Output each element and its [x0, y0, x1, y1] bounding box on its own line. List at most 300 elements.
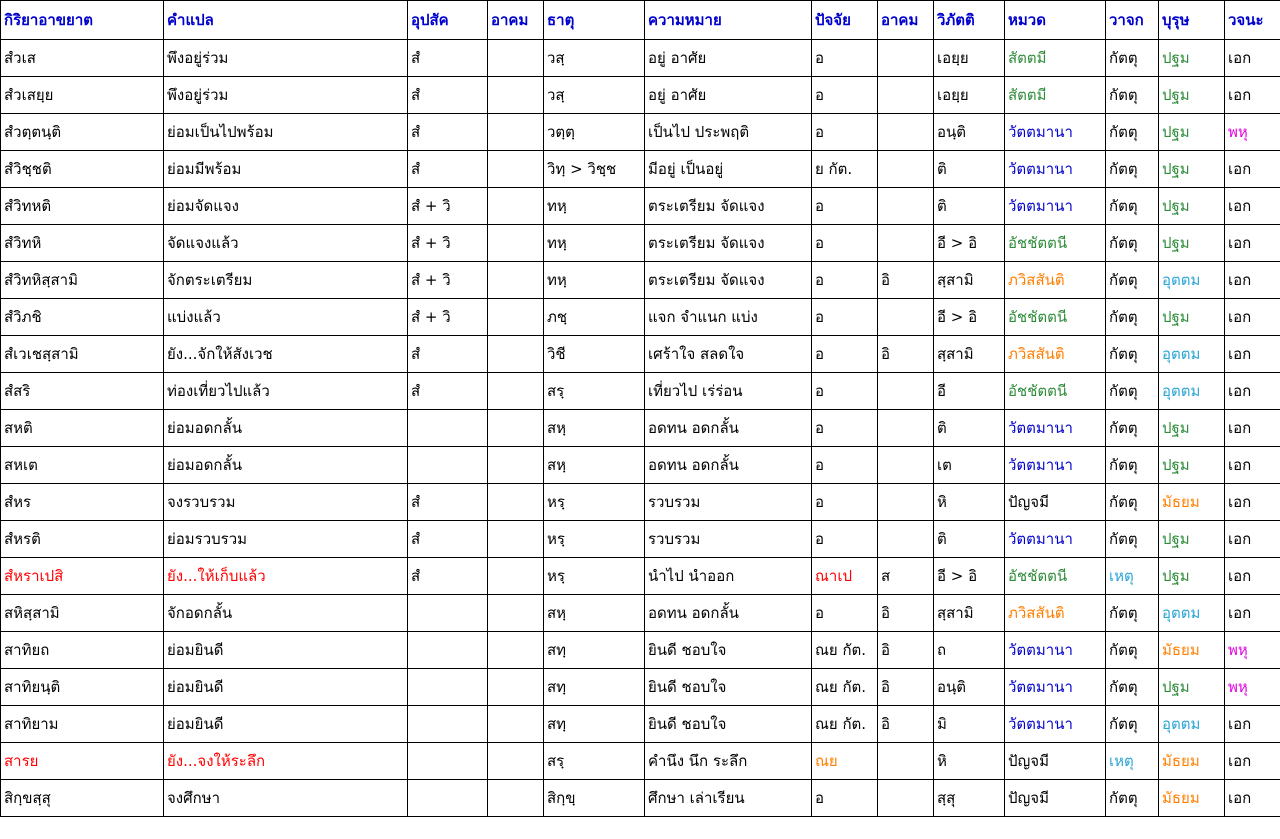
table-cell: สาทิยนฺติ: [1, 669, 164, 706]
table-cell: [878, 151, 934, 188]
header-cell: วิภัตติ: [934, 1, 1005, 40]
table-cell: [878, 484, 934, 521]
table-cell: ศึกษา เล่าเรียน: [645, 780, 812, 817]
table-cell: จัดแจงแล้ว: [164, 225, 408, 262]
table-cell: อ: [812, 780, 878, 817]
table-cell: แจก จำแนก แบ่ง: [645, 299, 812, 336]
table-cell: สฺสามิ: [934, 262, 1005, 299]
table-cell: วัตตมานา: [1005, 114, 1106, 151]
table-cell: [878, 114, 934, 151]
table-cell: สทฺ: [544, 632, 645, 669]
table-cell: [408, 780, 488, 817]
table-cell: กัตตุ: [1106, 114, 1159, 151]
table-cell: วตฺตฺ: [544, 114, 645, 151]
table-cell: อยู่ อาศัย: [645, 77, 812, 114]
table-cell: สํ: [408, 336, 488, 373]
table-cell: [408, 447, 488, 484]
table-cell: สํวเสยฺย: [1, 77, 164, 114]
table-cell: อดทน อดกลั้น: [645, 410, 812, 447]
table-cell: อ: [812, 521, 878, 558]
table-cell: อุตตม: [1159, 336, 1225, 373]
table-cell: กัตตุ: [1106, 632, 1159, 669]
table-cell: มัธยม: [1159, 780, 1225, 817]
table-cell: [488, 484, 544, 521]
table-cell: เหตุ: [1106, 743, 1159, 780]
table-cell: เต: [934, 447, 1005, 484]
table-cell: วัตตมานา: [1005, 447, 1106, 484]
table-cell: สํ + วิ: [408, 262, 488, 299]
table-cell: อดทน อดกลั้น: [645, 447, 812, 484]
table-cell: กัตตุ: [1106, 595, 1159, 632]
table-cell: [408, 410, 488, 447]
table-cell: [878, 410, 934, 447]
table-cell: มัธยม: [1159, 743, 1225, 780]
table-cell: เอก: [1225, 77, 1280, 114]
table-cell: [488, 373, 544, 410]
table-cell: กัตตุ: [1106, 410, 1159, 447]
table-cell: ย่อมรวบรวม: [164, 521, 408, 558]
table-cell: ส: [878, 558, 934, 595]
table-cell: [878, 188, 934, 225]
table-cell: [488, 188, 544, 225]
table-cell: สํ: [408, 521, 488, 558]
table-cell: เอก: [1225, 743, 1280, 780]
table-cell: อิ: [878, 262, 934, 299]
table-cell: ณย กัต.: [812, 706, 878, 743]
table-row: [1, 410, 1280, 447]
table-cell: ปัญจมี: [1005, 780, 1106, 817]
table-cell: เอก: [1225, 373, 1280, 410]
table-cell: ติ: [934, 410, 1005, 447]
table-cell: ยัง...จักให้สังเวช: [164, 336, 408, 373]
table-cell: [488, 262, 544, 299]
table-cell: กัตตุ: [1106, 780, 1159, 817]
table-cell: หรฺ: [544, 558, 645, 595]
table-cell: วิทฺ > วิชฺช: [544, 151, 645, 188]
table-row: [1, 336, 1280, 373]
table-cell: วัตตมานา: [1005, 521, 1106, 558]
table-cell: อ: [812, 225, 878, 262]
table-cell: ปฐม: [1159, 77, 1225, 114]
table-cell: [488, 114, 544, 151]
table-cell: กัตตุ: [1106, 447, 1159, 484]
table-cell: สหฺ: [544, 447, 645, 484]
table-cell: [408, 669, 488, 706]
table-cell: สํ: [408, 77, 488, 114]
table-row: [1, 373, 1280, 410]
table-cell: สิกฺขสฺสุ: [1, 780, 164, 817]
table-cell: ตระเตรียม จัดแจง: [645, 262, 812, 299]
table-cell: เอก: [1225, 521, 1280, 558]
table-cell: อัชชัตตนี: [1005, 558, 1106, 595]
table-cell: วิชี: [544, 336, 645, 373]
table-cell: [488, 151, 544, 188]
header-cell: บุรุษ: [1159, 1, 1225, 40]
table-cell: สํ: [408, 373, 488, 410]
table-cell: [488, 40, 544, 77]
table-cell: กัตตุ: [1106, 336, 1159, 373]
table-cell: ภวิสสันติ: [1005, 336, 1106, 373]
table-cell: อิ: [878, 595, 934, 632]
table-cell: เหตุ: [1106, 558, 1159, 595]
table-cell: สํวิชฺชติ: [1, 151, 164, 188]
table-cell: สํสริ: [1, 373, 164, 410]
table-cell: สํวตฺตนฺติ: [1, 114, 164, 151]
table-cell: สํ + วิ: [408, 299, 488, 336]
table-cell: ปฐม: [1159, 669, 1225, 706]
table-cell: อ: [812, 484, 878, 521]
table-cell: ย่อมยินดี: [164, 706, 408, 743]
table-cell: หรฺ: [544, 484, 645, 521]
table-row: [1, 262, 1280, 299]
table-cell: จักตระเตรียม: [164, 262, 408, 299]
table-cell: [878, 299, 934, 336]
table-cell: กัตตุ: [1106, 484, 1159, 521]
table-cell: อ: [812, 373, 878, 410]
table-cell: เอก: [1225, 780, 1280, 817]
table-cell: รวบรวม: [645, 521, 812, 558]
table-cell: เอยฺย: [934, 40, 1005, 77]
table-row: [1, 188, 1280, 225]
table-cell: อิ: [878, 669, 934, 706]
table-cell: กัตตุ: [1106, 40, 1159, 77]
table-cell: ณย กัต.: [812, 669, 878, 706]
table-cell: [878, 521, 934, 558]
table-cell: ปฐม: [1159, 114, 1225, 151]
table-cell: กัตตุ: [1106, 521, 1159, 558]
table-cell: [488, 743, 544, 780]
table-header: [1, 1, 1280, 40]
table-cell: [488, 77, 544, 114]
table-cell: วัตตมานา: [1005, 188, 1106, 225]
table-cell: นำไป นำออก: [645, 558, 812, 595]
table-cell: สิกฺขฺ: [544, 780, 645, 817]
table-cell: [488, 521, 544, 558]
table-cell: [878, 743, 934, 780]
table-cell: กัตตุ: [1106, 299, 1159, 336]
table-cell: [408, 632, 488, 669]
table-row: [1, 484, 1280, 521]
table-cell: สํวเส: [1, 40, 164, 77]
table-cell: ย่อมมีพร้อม: [164, 151, 408, 188]
table-row: [1, 447, 1280, 484]
table-cell: สาทิยาม: [1, 706, 164, 743]
table-cell: สํวิทหิ: [1, 225, 164, 262]
table-cell: ณย: [812, 743, 878, 780]
table-cell: สรฺ: [544, 743, 645, 780]
table-cell: สทฺ: [544, 706, 645, 743]
table-cell: ติ: [934, 188, 1005, 225]
header-cell: วจนะ: [1225, 1, 1280, 40]
table-cell: อิ: [878, 632, 934, 669]
table-cell: ติ: [934, 521, 1005, 558]
header-cell: ธาตุ: [544, 1, 645, 40]
table-cell: ยินดี ชอบใจ: [645, 632, 812, 669]
table-row: [1, 40, 1280, 77]
table-cell: [878, 225, 934, 262]
table-cell: ท่องเที่ยวไปแล้ว: [164, 373, 408, 410]
table-cell: สํ + วิ: [408, 225, 488, 262]
table-cell: เป็นไป ประพฤติ: [645, 114, 812, 151]
table-cell: สํ: [408, 40, 488, 77]
table-cell: ปัญจมี: [1005, 484, 1106, 521]
header-cell: อุปสัค: [408, 1, 488, 40]
table-cell: [488, 336, 544, 373]
table-cell: ย่อมเป็นไปพร้อม: [164, 114, 408, 151]
table-cell: ถ: [934, 632, 1005, 669]
table-cell: ปฐม: [1159, 299, 1225, 336]
table-cell: อัชชัตตนี: [1005, 225, 1106, 262]
table-cell: [488, 669, 544, 706]
table-cell: อิ: [878, 336, 934, 373]
table-cell: สัตตมี: [1005, 77, 1106, 114]
header-cell: อาคม: [878, 1, 934, 40]
table-row: [1, 77, 1280, 114]
table-cell: เอยฺย: [934, 77, 1005, 114]
table-cell: ยินดี ชอบใจ: [645, 706, 812, 743]
header-cell: คำแปล: [164, 1, 408, 40]
table-cell: ย กัต.: [812, 151, 878, 188]
table-cell: อ: [812, 595, 878, 632]
table-cell: เอก: [1225, 225, 1280, 262]
table-cell: [488, 780, 544, 817]
table-cell: ณาเป: [812, 558, 878, 595]
table-cell: สํวิทหติ: [1, 188, 164, 225]
table-cell: ทหฺ: [544, 188, 645, 225]
table-cell: สรฺ: [544, 373, 645, 410]
table-cell: [878, 447, 934, 484]
table-cell: อ: [812, 114, 878, 151]
table-cell: [488, 410, 544, 447]
table-cell: เอก: [1225, 410, 1280, 447]
table-cell: สารย: [1, 743, 164, 780]
table-cell: อดทน อดกลั้น: [645, 595, 812, 632]
table-cell: สํหร: [1, 484, 164, 521]
table-cell: สํวิทหิสฺสามิ: [1, 262, 164, 299]
table-cell: หิ: [934, 484, 1005, 521]
table-cell: วัตตมานา: [1005, 632, 1106, 669]
table-cell: อี > อิ: [934, 299, 1005, 336]
table-cell: สํ: [408, 484, 488, 521]
table-cell: พึงอยู่ร่วม: [164, 77, 408, 114]
table-row: [1, 780, 1280, 817]
table-cell: พึงอยู่ร่วม: [164, 40, 408, 77]
table-cell: [488, 225, 544, 262]
header-cell: วาจก: [1106, 1, 1159, 40]
table-cell: ปฐม: [1159, 151, 1225, 188]
table-row: [1, 558, 1280, 595]
table-cell: พหุ: [1225, 632, 1280, 669]
table-cell: สํหรติ: [1, 521, 164, 558]
table-cell: [408, 595, 488, 632]
table-cell: เอก: [1225, 447, 1280, 484]
header-cell: อาคม: [488, 1, 544, 40]
table-cell: ยินดี ชอบใจ: [645, 669, 812, 706]
table-cell: วสฺ: [544, 40, 645, 77]
header-cell: ปัจจัย: [812, 1, 878, 40]
table-cell: ปฐม: [1159, 558, 1225, 595]
table-row: [1, 706, 1280, 743]
table-cell: ปฐม: [1159, 447, 1225, 484]
table-cell: วัตตมานา: [1005, 151, 1106, 188]
table-cell: อ: [812, 40, 878, 77]
table-cell: อุตตม: [1159, 262, 1225, 299]
table-cell: สฺสุ: [934, 780, 1005, 817]
table-cell: สหติ: [1, 410, 164, 447]
table-cell: ตระเตรียม จัดแจง: [645, 188, 812, 225]
table-cell: สฺสามิ: [934, 336, 1005, 373]
table-cell: กัตตุ: [1106, 225, 1159, 262]
table-row: [1, 743, 1280, 780]
table-cell: วสฺ: [544, 77, 645, 114]
table-cell: วัตตมานา: [1005, 669, 1106, 706]
table-cell: อัชชัตตนี: [1005, 373, 1106, 410]
table-cell: เอก: [1225, 151, 1280, 188]
table-row: [1, 521, 1280, 558]
table-cell: สํ + วิ: [408, 188, 488, 225]
header-cell: กิริยาอาขยาต: [1, 1, 164, 40]
table-cell: สฺสามิ: [934, 595, 1005, 632]
table-cell: อิ: [878, 706, 934, 743]
table-cell: กัตตุ: [1106, 77, 1159, 114]
table-cell: ทหฺ: [544, 262, 645, 299]
table-cell: สัตตมี: [1005, 40, 1106, 77]
table-row: [1, 632, 1280, 669]
table-cell: กัตตุ: [1106, 706, 1159, 743]
table-cell: ย่อมอดกลั้น: [164, 447, 408, 484]
table-cell: เอก: [1225, 484, 1280, 521]
table-row: [1, 299, 1280, 336]
table-cell: [488, 299, 544, 336]
table-cell: [408, 743, 488, 780]
table-cell: อี: [934, 373, 1005, 410]
table-cell: สหิสฺสามิ: [1, 595, 164, 632]
table-cell: มัธยม: [1159, 632, 1225, 669]
table-cell: เศร้าใจ สลดใจ: [645, 336, 812, 373]
table-cell: ย่อมยินดี: [164, 669, 408, 706]
table-cell: เอก: [1225, 40, 1280, 77]
table-cell: [878, 40, 934, 77]
table-cell: อัชชัตตนี: [1005, 299, 1106, 336]
table-cell: อี > อิ: [934, 558, 1005, 595]
table-cell: มัธยม: [1159, 484, 1225, 521]
table-cell: ปฐม: [1159, 188, 1225, 225]
table-cell: อุตตม: [1159, 706, 1225, 743]
table-cell: วัตตมานา: [1005, 706, 1106, 743]
table-cell: เอก: [1225, 299, 1280, 336]
table-cell: อุตตม: [1159, 373, 1225, 410]
table-cell: อนฺติ: [934, 669, 1005, 706]
table-cell: หิ: [934, 743, 1005, 780]
table-cell: [488, 632, 544, 669]
table-cell: สหฺ: [544, 410, 645, 447]
table-cell: กัตตุ: [1106, 373, 1159, 410]
table-cell: แบ่งแล้ว: [164, 299, 408, 336]
table-cell: วัตตมานา: [1005, 410, 1106, 447]
table-cell: มิ: [934, 706, 1005, 743]
table-cell: เอก: [1225, 595, 1280, 632]
table-cell: เอก: [1225, 706, 1280, 743]
table-cell: หรฺ: [544, 521, 645, 558]
table-cell: กัตตุ: [1106, 151, 1159, 188]
table-body: [1, 40, 1280, 817]
table-cell: สหฺ: [544, 595, 645, 632]
table-cell: มีอยู่ เป็นอยู่: [645, 151, 812, 188]
table-cell: เอก: [1225, 336, 1280, 373]
table-cell: อ: [812, 262, 878, 299]
table-row: [1, 669, 1280, 706]
table-cell: สํเวเชสฺสามิ: [1, 336, 164, 373]
table-cell: ภวิสสันติ: [1005, 595, 1106, 632]
table-cell: เอก: [1225, 558, 1280, 595]
table-cell: ยัง...จงให้ระลึก: [164, 743, 408, 780]
header-row: [1, 1, 1280, 40]
table-cell: อ: [812, 77, 878, 114]
table-cell: อ: [812, 410, 878, 447]
table-cell: อ: [812, 188, 878, 225]
table-row: [1, 225, 1280, 262]
table-cell: คำนึง นึก ระลึก: [645, 743, 812, 780]
table-cell: ภวิสสันติ: [1005, 262, 1106, 299]
table-cell: อยู่ อาศัย: [645, 40, 812, 77]
table-cell: [488, 558, 544, 595]
table-cell: ยัง...ให้เก็บแล้ว: [164, 558, 408, 595]
table-cell: ปฐม: [1159, 40, 1225, 77]
table-cell: [878, 780, 934, 817]
table-cell: สํ: [408, 114, 488, 151]
table-row: [1, 151, 1280, 188]
table-cell: เที่ยวไป เร่ร่อน: [645, 373, 812, 410]
table-cell: อ: [812, 336, 878, 373]
table-cell: เอก: [1225, 262, 1280, 299]
table-cell: อ: [812, 447, 878, 484]
table-cell: ปฐม: [1159, 410, 1225, 447]
table-cell: ณย กัต.: [812, 632, 878, 669]
table-cell: [488, 447, 544, 484]
table-cell: กัตตุ: [1106, 262, 1159, 299]
table-cell: [878, 77, 934, 114]
table-cell: ปัญจมี: [1005, 743, 1106, 780]
table-cell: เอก: [1225, 188, 1280, 225]
table-cell: ย่อมยินดี: [164, 632, 408, 669]
table-cell: ปฐม: [1159, 225, 1225, 262]
table-cell: จงศึกษา: [164, 780, 408, 817]
table-cell: ติ: [934, 151, 1005, 188]
table-cell: รวบรวม: [645, 484, 812, 521]
table-cell: ย่อมจัดแจง: [164, 188, 408, 225]
table-cell: อุตตม: [1159, 595, 1225, 632]
table-cell: [878, 373, 934, 410]
table-cell: ปฐม: [1159, 521, 1225, 558]
table-cell: ทหฺ: [544, 225, 645, 262]
table-cell: สํ: [408, 558, 488, 595]
table-cell: จงรวบรวม: [164, 484, 408, 521]
table-cell: ตระเตรียม จัดแจง: [645, 225, 812, 262]
table-cell: จักอดกลั้น: [164, 595, 408, 632]
header-cell: หมวด: [1005, 1, 1106, 40]
table-cell: อี > อิ: [934, 225, 1005, 262]
table-cell: [488, 706, 544, 743]
table-cell: [488, 595, 544, 632]
table-cell: [408, 706, 488, 743]
table-cell: ย่อมอดกลั้น: [164, 410, 408, 447]
table-row: [1, 595, 1280, 632]
table-cell: พหุ: [1225, 669, 1280, 706]
table-cell: อนฺติ: [934, 114, 1005, 151]
table-cell: ภชฺ: [544, 299, 645, 336]
table-cell: สํวิภชิ: [1, 299, 164, 336]
table-cell: สทฺ: [544, 669, 645, 706]
